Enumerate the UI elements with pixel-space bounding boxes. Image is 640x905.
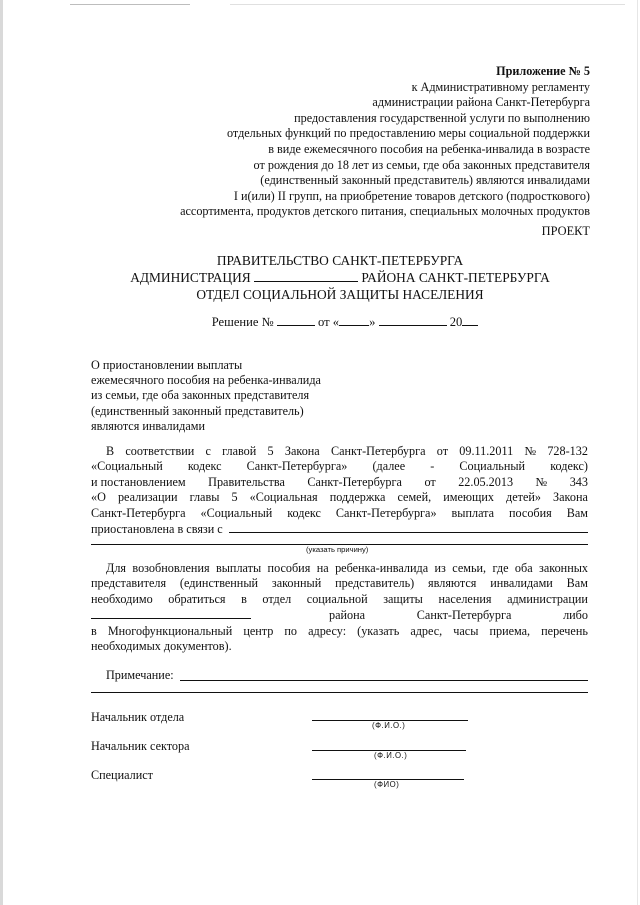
body1-line-6 [91, 521, 588, 537]
body2-line-3 [91, 592, 588, 607]
word: Санкт-Петербурга [330, 444, 426, 458]
body1-line-3 [91, 475, 588, 490]
project-label: ПРОЕКТ [541, 224, 590, 238]
word: (далее [372, 459, 406, 474]
word: 22.05.2013 [458, 474, 514, 489]
district-blank [254, 269, 358, 282]
decision-day-blank [339, 314, 369, 326]
scan-edge-top [70, 4, 190, 5]
word: № [524, 444, 537, 458]
word: 5 [267, 444, 274, 458]
decision-month-blank [379, 314, 447, 326]
word: законных [539, 561, 588, 575]
decision-line [100, 314, 590, 330]
government-title: ПРАВИТЕЛЬСТВО САНКТ-ПЕТЕРБУРГА [216, 253, 464, 268]
body1-line-4 [91, 490, 588, 505]
appendix-line: предоставления государственной услуги по выполнению [294, 110, 590, 125]
word: Для [106, 561, 127, 575]
word: Санкт-Петербурга [91, 505, 186, 520]
word: пособия [509, 505, 552, 520]
word: 5 [231, 490, 238, 505]
word: Правительства [208, 474, 285, 489]
word: по [284, 623, 298, 638]
district-blank-2 [91, 607, 251, 619]
word: выплата [451, 505, 495, 520]
body2-line-6: необходимых документов). [91, 639, 232, 654]
word: семьи, [452, 561, 487, 575]
body1-line-1 [91, 444, 588, 459]
word: являются [428, 576, 477, 591]
district-label: РАЙОНА САНКТ-ПЕТЕРБУРГА [361, 270, 550, 286]
word: (указать [357, 623, 400, 638]
word: от [436, 444, 449, 458]
decision-number-blank [277, 314, 315, 326]
word: законный [271, 576, 322, 591]
word: имеющих [443, 490, 494, 505]
signature-role-specialist: Специалист [91, 768, 153, 782]
word: 728-132 [547, 444, 588, 458]
body1-line-5 [91, 506, 588, 521]
word: необходимо [91, 591, 153, 606]
word: часы [453, 623, 479, 638]
word: соответствии [125, 444, 195, 458]
administration-label: АДМИНИСТРАЦИЯ [130, 270, 251, 286]
word: в [91, 623, 97, 638]
decision-from: от « [317, 315, 340, 329]
word: обратиться [168, 591, 226, 606]
subject-line: из семьи, где оба законных представителя [91, 388, 310, 403]
body2-line-4-words [251, 608, 588, 623]
word: 343 [569, 474, 588, 489]
word: «О [91, 490, 106, 505]
word: «Социальный [200, 505, 273, 520]
appendix-line: от рождения до 18 лет из семьи, где оба законных представителя [253, 157, 590, 172]
word: представителя [91, 576, 167, 591]
subject-line: являются инвалидами [91, 418, 205, 433]
word: приема, [489, 623, 531, 638]
word: администрации [507, 591, 588, 606]
decision-quote-close: » [369, 315, 376, 329]
suspension-paragraph [91, 444, 588, 537]
body2-line-1 [91, 561, 588, 576]
word: Вам [566, 576, 588, 591]
administration-line [90, 269, 590, 286]
word: населения [438, 591, 492, 606]
body2-line-2 [91, 576, 588, 591]
word: отдел [262, 591, 292, 606]
appendix-line: I и(или) II групп, на приобретение товаров детского (подросткового) [233, 188, 590, 203]
word: и постановлением [91, 474, 186, 489]
resumption-paragraph [91, 561, 588, 654]
note-label: Примечание: [106, 668, 174, 682]
signature-role-head-sector: Начальник сектора [91, 739, 190, 753]
word: центр [243, 623, 274, 638]
word: - [430, 459, 435, 474]
body2-line-5 [91, 624, 588, 639]
word: адресу: [308, 623, 347, 638]
word: детей» [506, 490, 541, 505]
word: № [535, 474, 548, 489]
body2-line-4 [91, 607, 588, 623]
decision-year: 20 [449, 315, 463, 329]
word: Многофункциональный [107, 623, 233, 638]
reason-caption: (указать причину) [306, 545, 369, 554]
word: представитель) [335, 576, 415, 591]
signature-caption: (Ф.И.О.) [374, 751, 408, 760]
word: семей, [397, 490, 432, 505]
word: Санкт-Петербурга [416, 608, 512, 623]
word: Социальный [459, 459, 526, 474]
word: выплаты [215, 561, 262, 575]
word: «Социальная [249, 490, 318, 505]
subject-line: О приостановлении выплаты [91, 358, 243, 372]
word: возобновления [132, 561, 210, 575]
subject-line: ежемесячного пособия на ребенка-инвалида [91, 373, 321, 388]
word: оба [514, 561, 533, 575]
word: в [241, 591, 247, 606]
word: кодекс) [550, 459, 588, 474]
appendix-line: ассортимента, продуктов детского питания, специальных молочных продуктов [180, 204, 590, 219]
signature-caption: (Ф.И.О.) [372, 721, 406, 730]
word: главы [189, 490, 220, 505]
word: Санкт-Петербурга [307, 474, 402, 489]
note-line [180, 680, 588, 681]
word: района [329, 608, 366, 623]
word: 09.11.2011 [459, 444, 514, 458]
appendix-line: администрации района Санкт-Петербурга [372, 95, 590, 110]
appendix-block [150, 64, 590, 220]
department-title: ОТДЕЛ СОЦИАЛЬНОЙ ЗАЩИТЫ НАСЕЛЕНИЯ [196, 286, 484, 302]
word: либо [563, 608, 588, 623]
suspension-reason-prefix: приостановлена в связи с [91, 522, 223, 537]
organization-header [90, 253, 590, 303]
word: защиты [383, 591, 423, 606]
word: «Социальный [91, 459, 163, 474]
reason-blank [229, 521, 588, 533]
word: кодекс [287, 505, 321, 520]
appendix-line: в виде ежемесячного пособия на ребенка-инвалида в возрасте [268, 141, 590, 156]
word: перечень [541, 623, 588, 638]
word: Вам [566, 505, 588, 520]
decision-year-blank [462, 314, 478, 326]
word: из [434, 561, 446, 575]
word: поддержка [329, 490, 386, 505]
appendix-line: (единственный законный представитель) являются инвалидами [260, 173, 590, 188]
word: с [205, 444, 211, 458]
word: пособия [267, 561, 311, 575]
word: (единственный [179, 576, 259, 591]
appendix-line: отдельных функций по предоставлению меры социальной поддержки [226, 126, 590, 141]
word: В [106, 444, 115, 458]
word: реализации [117, 490, 178, 505]
word: на [316, 561, 329, 575]
note-line-2 [91, 692, 588, 693]
appendix-line: к Административному регламенту [411, 79, 590, 94]
scan-edge-left [0, 0, 3, 905]
subject-block [91, 358, 361, 434]
word: от [424, 474, 436, 489]
word: инвалидами [490, 576, 553, 591]
word: адрес, [410, 623, 443, 638]
word: Санкт-Петербурга» [335, 505, 437, 520]
body1-line-2 [91, 459, 588, 474]
signature-role-head-department: Начальник отдела [91, 710, 185, 724]
scan-edge-top-faint [230, 4, 625, 5]
word: ребенка-инвалида [335, 561, 429, 575]
scan-edge-right [637, 0, 638, 905]
appendix-title: Приложение № 5 [496, 64, 590, 78]
word: Санкт-Петербурга» [246, 459, 348, 474]
word: где [492, 561, 509, 575]
decision-label: Решение № [211, 315, 274, 329]
subject-line: (единственный законный представитель) [91, 403, 304, 418]
signature-caption: (ФИО) [374, 780, 400, 789]
word: главой [222, 444, 257, 458]
word: кодекс [187, 459, 222, 474]
word: Закона [284, 444, 320, 458]
word: социальной [306, 591, 368, 606]
word: Закона [553, 490, 588, 505]
